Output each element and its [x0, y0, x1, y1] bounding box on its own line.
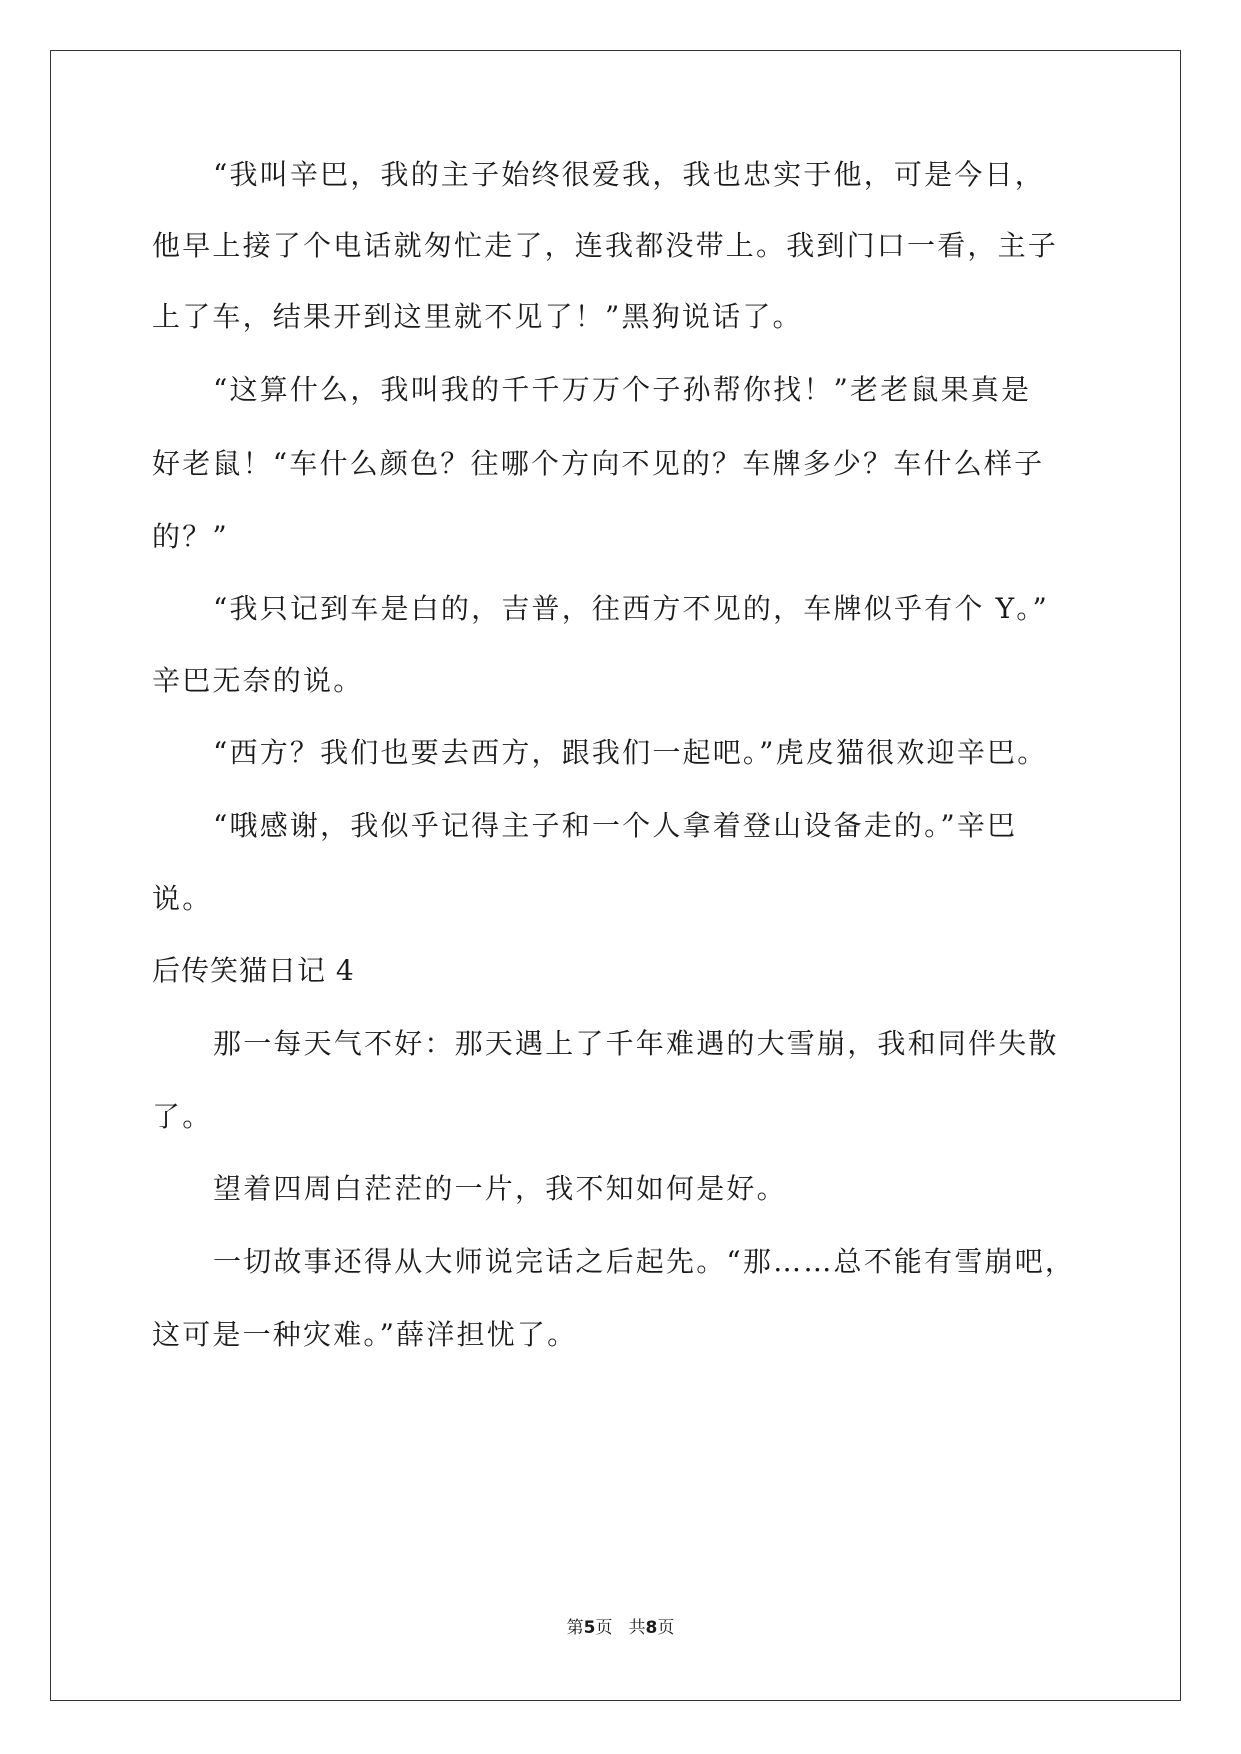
- text-line: “我只记到车是白的，吉普，往西方不见的，车牌似乎有个 Y。”: [213, 592, 1050, 625]
- footer-total-suffix: 页: [657, 1618, 675, 1638]
- footer-total-pages: 8: [645, 1618, 658, 1638]
- section-heading: 后传笑猫日记 4: [152, 954, 355, 987]
- text-line: 好老鼠！“车什么颜色？往哪个方向不见的？车牌多少？车什么样子: [152, 447, 1045, 480]
- text-line: 了。: [152, 1100, 213, 1133]
- page-border: [50, 50, 1181, 1701]
- text-line: “这算什么，我叫我的千千万万个子孙帮你找！”老老鼠果真是: [213, 373, 1032, 406]
- text-line: 上了车，结果开到这里就不见了！”黑狗说话了。: [152, 300, 803, 333]
- text-line: 这可是一种灾难。”薛洋担忧了。: [152, 1318, 578, 1351]
- page-footer: [0, 1618, 1241, 1638]
- text-line: 那一每天气不好：那天遇上了千年难遇的大雪崩，我和同伴失散: [213, 1027, 1059, 1060]
- footer-total-prefix: 共: [628, 1618, 646, 1638]
- footer-page-prefix: 第: [566, 1618, 584, 1638]
- text-line: 他早上接了个电话就匆忙走了，连我都没带上。我到门口一看，主子: [152, 229, 1059, 262]
- footer-current-page: 5: [583, 1618, 596, 1638]
- text-line: “哦感谢，我似乎记得主子和一个人拿着登山设备走的。”辛巴: [213, 809, 1018, 842]
- text-line: 一切故事还得从大师说完话之后起先。“那……总不能有雪崩吧，: [213, 1245, 1076, 1278]
- footer-page-suffix: 页: [595, 1618, 613, 1638]
- text-line: 辛巴无奈的说。: [152, 664, 364, 697]
- text-line: 说。: [152, 882, 213, 915]
- text-line: 的？”: [152, 520, 229, 553]
- text-line: 望着四周白茫茫的一片，我不知如何是好。: [213, 1172, 787, 1205]
- text-line: “西方？我们也要去西方，跟我们一起吧。”虎皮猫很欢迎辛巴。: [213, 736, 1048, 769]
- text-line: “我叫辛巴，我的主子始终很爱我，我也忠实于他，可是今日，: [213, 158, 1045, 191]
